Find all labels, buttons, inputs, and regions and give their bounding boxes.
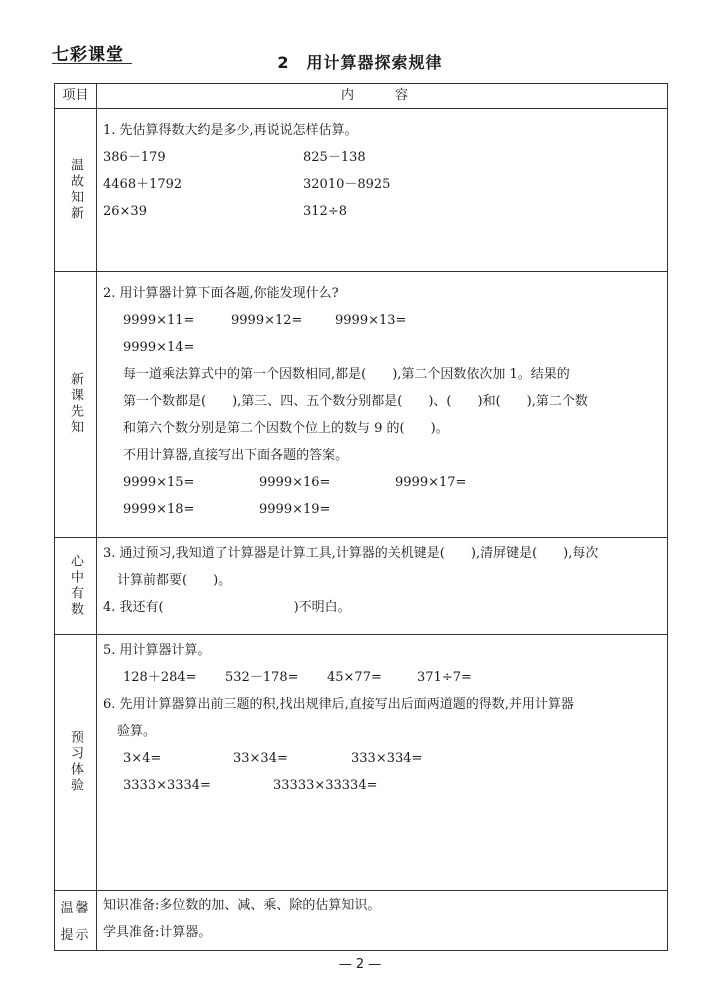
- expression: 9999×11=: [123, 313, 195, 328]
- calc-row: [103, 745, 659, 772]
- calc-row: [103, 307, 659, 334]
- expression: 3×4=: [123, 751, 162, 766]
- question-4: 4. 我还有( )不明白。: [103, 600, 351, 615]
- calc-row: [103, 772, 659, 799]
- paragraph: 和第六个数分别是第二个因数个位上的数与 9 的( )。: [123, 421, 449, 436]
- section-mindset-content: [103, 540, 659, 621]
- estimate-row: [103, 198, 659, 225]
- page-number: — 2 —: [338, 957, 382, 972]
- question-3-cont: 计算前都要( )。: [117, 573, 232, 588]
- expression: 128＋284=: [123, 670, 197, 685]
- expression: 45×77=: [327, 670, 382, 685]
- section-practice-content: [103, 637, 659, 799]
- expression: 333×334=: [351, 751, 423, 766]
- question-6: 6. 先用计算器算出前三题的积,找出规律后,直接写出后面两道题的得数,并用计算器: [103, 697, 574, 712]
- estimate-row: [103, 144, 659, 171]
- expression: 9999×15=: [123, 475, 195, 490]
- section-label-preview: 新课先知: [68, 372, 83, 436]
- section-tips-content: [103, 892, 659, 946]
- expression: 9999×17=: [395, 475, 467, 490]
- page-title: 2 用计算器探索规律: [277, 53, 443, 72]
- question-2: 2. 用计算器计算下面各题,你能发现什么?: [103, 286, 339, 301]
- header-project: 项目: [62, 88, 89, 103]
- expression: 9999×19=: [259, 502, 331, 517]
- question-1: 1. 先估算得数大约是多少,再说说怎样估算。: [103, 123, 358, 138]
- section-label-tips: [55, 890, 96, 950]
- section-label-review: 温故知新: [68, 157, 83, 222]
- tips-label: 温馨 提示: [60, 901, 91, 943]
- expression: 9999×16=: [259, 475, 331, 490]
- estimate-row: [103, 171, 659, 198]
- question-3: 3. 通过预习,我知道了计算器是计算工具,计算器的关机键是( ),清屏键是( ),每次: [103, 546, 599, 561]
- paragraph: 每一道乘法算式中的第一个因数相同,都是( ),第二个因数依次加 1。结果的: [123, 367, 570, 382]
- row-divider: [55, 537, 667, 538]
- section-review-content: [103, 117, 659, 225]
- paragraph: 第一个数都是( ),第三、四、五个数分别都是( )、( )和( ),第二个数: [123, 394, 588, 409]
- question-6-cont: 验算。: [117, 724, 157, 739]
- calc-row: [103, 469, 659, 496]
- expression: 532－178=: [225, 670, 299, 685]
- section-label-practice: 预习体验: [68, 730, 83, 794]
- expression: 32010－8925: [303, 177, 391, 192]
- calc-row: [103, 496, 659, 523]
- tip-knowledge: 知识准备:多位数的加、减、乘、除的估算知识。: [103, 898, 381, 913]
- row-divider: [55, 634, 667, 635]
- question-5: 5. 用计算器计算。: [103, 643, 211, 658]
- column-divider: [96, 84, 97, 950]
- expression: 825－138: [303, 150, 366, 165]
- expression: 386－179: [103, 150, 166, 165]
- brand-logo: 七彩课堂: [52, 45, 124, 65]
- paragraph: 不用计算器,直接写出下面各题的答案。: [123, 448, 349, 463]
- expression: 9999×14=: [123, 340, 195, 355]
- expression: 371÷7=: [417, 670, 472, 685]
- expression: 312÷8: [303, 204, 347, 219]
- section-label-mindset: 心中有数: [68, 553, 83, 618]
- header-content: 内 容: [340, 88, 422, 103]
- expression: 33×34=: [233, 751, 288, 766]
- calc-row: [103, 664, 659, 691]
- tip-tools: 学具准备:计算器。: [103, 925, 212, 940]
- expression: 9999×13=: [335, 313, 407, 328]
- expression: 9999×12=: [231, 313, 303, 328]
- row-divider: [55, 271, 667, 272]
- worksheet-table: [54, 83, 668, 951]
- expression: 4468＋1792: [103, 177, 183, 192]
- row-divider: [55, 890, 667, 891]
- row-divider: [55, 108, 667, 109]
- expression: 9999×18=: [123, 502, 195, 517]
- section-preview-content: [103, 280, 659, 523]
- expression: 3333×3334=: [123, 778, 211, 793]
- expression: 33333×33334=: [273, 778, 378, 793]
- expression: 26×39: [103, 204, 147, 219]
